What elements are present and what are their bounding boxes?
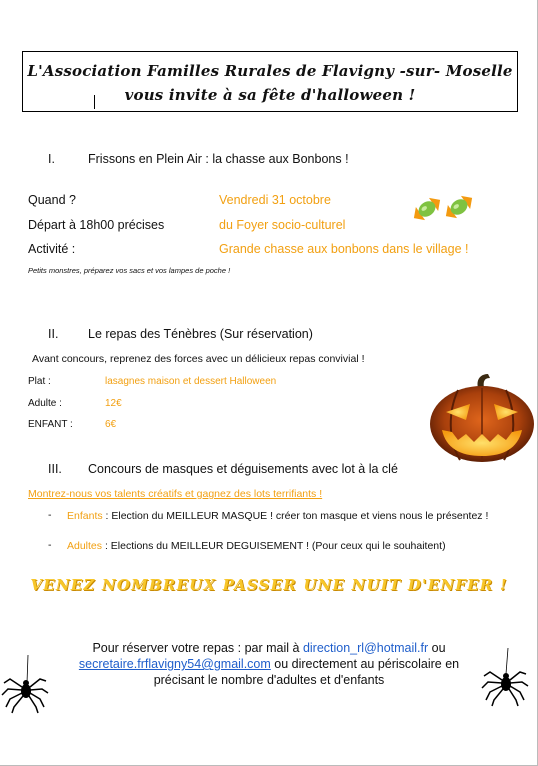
dish-label: Plat :: [28, 376, 51, 387]
child-price-value: 6€: [105, 419, 117, 430]
bullet-adults: [67, 539, 507, 553]
bullet-1-lead: Enfants: [67, 510, 103, 522]
jack-o-lantern-icon: [428, 372, 536, 464]
bullet-2-text: : Elections du MEILLEUR DEGUISEMENT ! (Pour ceux qui le souhaitent): [102, 540, 446, 552]
slogan: VENEZ NOMBREUX PASSER UNE NUIT D'ENFER !: [30, 576, 508, 594]
reservation-after-email: ou directement au périscolaire en: [270, 657, 460, 671]
reservation-prefix: Pour réserver votre repas : par mail à: [92, 641, 303, 655]
title-line-2: vous invite à sa fête d'halloween !: [124, 86, 416, 104]
section-3-title: Concours de masques et déguisements avec lot à la clé: [88, 462, 398, 476]
reservation-line-1: [0, 640, 538, 656]
dish-value: lasagnes maison et dessert Halloween: [105, 376, 277, 387]
reservation-line-3: précisant le nombre d'adultes et d'enfants: [153, 673, 385, 687]
title-box: [22, 51, 518, 112]
activity-value: Grande chasse aux bonbons dans le village !: [219, 242, 469, 256]
section-2-number: II.: [48, 327, 59, 341]
section-1-heading: [48, 152, 349, 166]
spider-icon: [0, 655, 50, 715]
adult-price-label: Adulte :: [28, 398, 62, 409]
section-3-intro: Montrez-nous vos talents créatifs et gagnez des lots terrifiants !: [28, 488, 323, 500]
when-label: Quand ?: [28, 193, 76, 207]
section-2-heading: [48, 327, 313, 341]
activity-label: Activité :: [28, 242, 76, 256]
bullet-2-lead: Adultes: [67, 540, 103, 552]
section-2-intro: Avant concours, reprenez des forces avec un délicieux repas convivial !: [32, 353, 365, 365]
section-1-note: Petits monstres, préparez vos sacs et vos lampes de poche !: [28, 266, 231, 275]
section-1-title: Frissons en Plein Air : la chasse aux Bonbons !: [88, 152, 349, 166]
email-link-secretaire[interactable]: secretaire.frflavigny54@gmail.com: [78, 657, 271, 671]
candy-icon: [405, 183, 485, 233]
section-2-title: Le repas des Ténèbres (Sur réservation): [88, 327, 313, 341]
reservation-mid: ou: [428, 641, 446, 655]
reservation-line-2: [0, 656, 538, 672]
departure-value: du Foyer socio-culturel: [219, 218, 346, 232]
adult-price-value: 12€: [105, 398, 122, 409]
bullet-1-dash: -: [48, 509, 52, 521]
when-value: Vendredi 31 octobre: [219, 193, 331, 207]
email-link-direction[interactable]: direction_rl@hotmail.fr: [302, 641, 429, 655]
departure-label: Départ à 18h00 précises: [28, 218, 165, 232]
section-3-heading: [48, 462, 398, 476]
section-3-number: III.: [48, 462, 62, 476]
bullet-children: [67, 509, 507, 523]
title-line-1: L'Association Familles Rurales de Flavigny -sur- Moselle: [27, 62, 513, 80]
bullet-2-dash: -: [48, 539, 52, 551]
text-cursor: [94, 95, 95, 109]
section-1-number: I.: [48, 152, 55, 166]
child-price-label: ENFANT :: [28, 419, 73, 430]
spider-icon: [478, 648, 534, 708]
bullet-1-text: : Election du MEILLEUR MASQUE ! créer ton masque et viens nous le présentez !: [102, 510, 489, 522]
